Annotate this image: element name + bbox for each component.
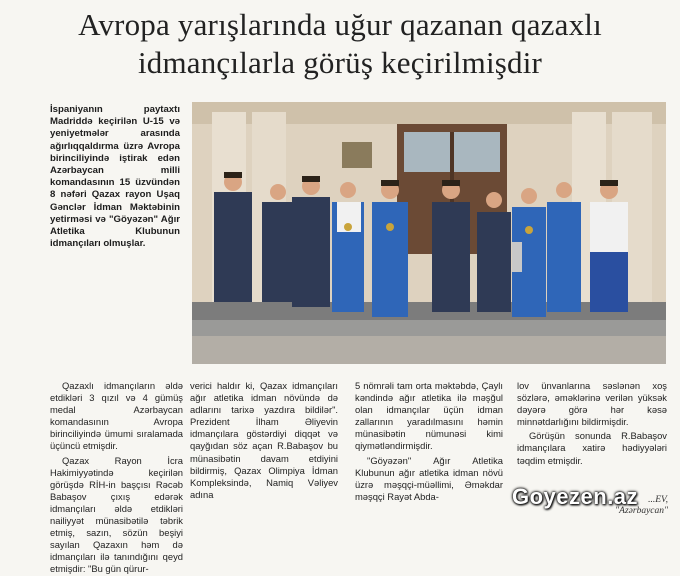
paragraph: Qazax Rayon İcra Hakimiyyətində keçirilən görüşdə RİH-in başçısı Rəcəb Babaşov çıxış edərək idmançıları əldə etdikləri nailiyyət münasibətilə təbrik etmiş, sazın, sözün beşiyi sayılan Qazaxın həm də idmançıları ilə tanındığını qeyd etmişdir: "Bu gün qürur- [50,454,183,575]
headline-line-2: idmançılarla görüş keçirilmişdir [137,45,543,80]
group-photo-illustration [192,102,666,364]
headline [0,6,680,82]
paragraph: Görüşün sonunda R.Babaşov idmançılara xatirə hədiyyələri təqdim etmişdir. [517,430,667,466]
paragraph: 5 nömrəli tam orta məktəbdə, Çaylı kəndində ağır atletika ilə məşğul olan idmançılar üçün idman zallarının yaradılmasını həmin münasibətin nümunəsi kimi qiymətləndirmişdir. [355,380,503,452]
author-name: ...EV, [648,495,668,505]
article-column-1 [50,380,183,576]
group-photo [192,102,666,364]
lead-paragraph: İspaniyanın paytaxtı Madriddə keçirilən U-15 və yeniyetmələr arasında ağırlıqqaldırma üzrə Avropa birinciliyində iştirak edən Azərbaycan milli komandasının 15 üzvündən 8 nəfəri Qazax rayon Uşaq Gənclər İdman Məktəbinin yetirməsi və "Göyəzən" Ağır Atletika Klubunun idmançıları olmuşlar. [50,104,180,250]
paragraph: "Göyəzən" Ağır Atletika Klubunun ağır atletika idman növü üzrə məşqçi-müəllimi, Əməkdar məşqçi Rayət Abda- [355,454,503,502]
article-column-2 [190,380,338,501]
article-column-4 [517,380,667,467]
paragraph: Qazaxlı idmançıların əldə etdikləri 3 qızıl və 4 gümüş medal Azərbaycan komandasının Avropa birinciliyində ümumi sıralamada üçüncü etmişdir. [50,380,183,452]
headline-line-1: Avropa yarışlarında uğur qazanan qazaxlı [78,7,602,42]
paragraph: verici haldır ki, Qazax idmançıları ağır atletika idman növündə də adlarını tarixə yazdıra bildilər". Prezident İlham Əliyevin idmançılara göstərdiyi diqqət və qayğıdan söz açan R.Babaşov bu münasibətin davam etdiyini bildirmiş, Qazax Olimpiya İdman Kompleksində, Namiq Vəliyev adına [190,380,338,500]
author-outlet: "Azərbaycan" [615,506,668,516]
paragraph: lov ünvanlarına səslənən xoş sözlərə, əməklərinə verilən yüksək dəyərə görə hər kəsə minnətdarlığını bildirmişdir. [517,380,667,428]
site-watermark: Goyezen.az [512,484,639,509]
article-column-3 [355,380,503,503]
